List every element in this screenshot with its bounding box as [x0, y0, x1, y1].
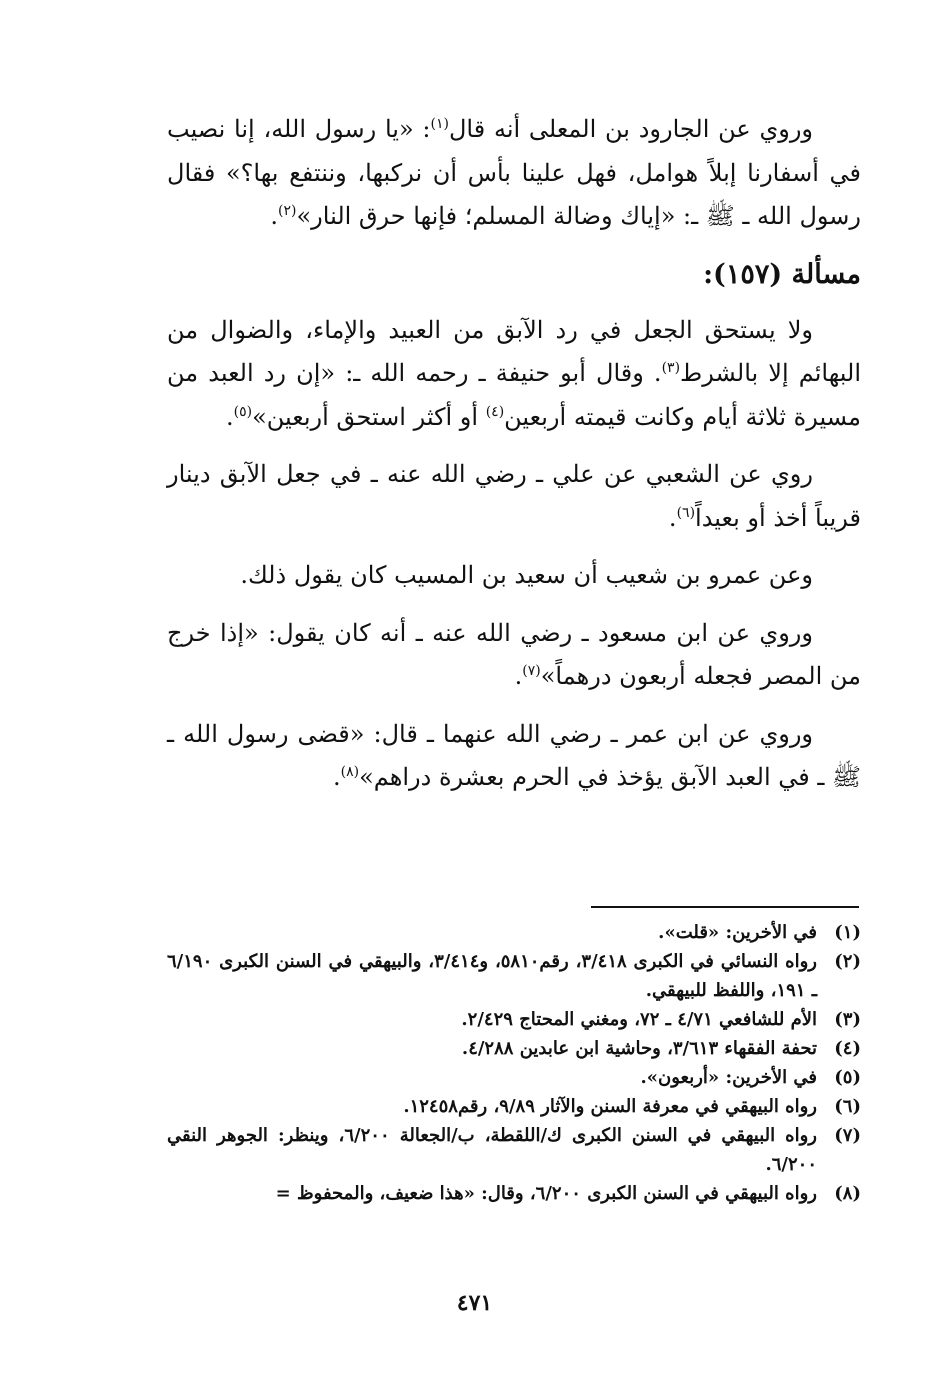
- footnote-text: تحفة الفقهاء ٣/٦١٣، وحاشية ابن عابدين ٤/٢٨٨.: [461, 1038, 817, 1059]
- footnote-8: [167, 1179, 861, 1208]
- footnote-4: [167, 1034, 861, 1063]
- footnote-text: في الأخرين: «أربعون».: [640, 1067, 817, 1088]
- footnote-text: رواه النسائي في الكبرى ٣/٤١٨، رقم٥٨١٠، و٣/٤١٤، والبيهقي في السنن الكبرى ٦/١٩٠ ـ ١٩١، واللفظ للبيهقي.: [167, 951, 817, 1001]
- footnote-text: رواه البيهقي في السنن الكبرى ٦/٢٠٠، وقال: «هذا ضعيف، والمحفوظ =: [275, 1183, 817, 1204]
- footnote-7: [167, 1121, 861, 1179]
- footnote-2: [167, 947, 861, 1005]
- footnote-number: (٨): [834, 1183, 861, 1204]
- footnote-number: (٣): [834, 1009, 861, 1030]
- footnote-number: (٥): [834, 1067, 861, 1088]
- footnote-text: رواه البيهقي في السنن الكبرى ك/اللقطة، ب/الجعالة ٦/٢٠٠، وينظر: الجوهر النقي ٦/٢٠٠.: [167, 1125, 818, 1175]
- footnote-ref-3[interactable]: (٣): [661, 360, 681, 376]
- main-text: [167, 108, 861, 800]
- footnote-ref-8[interactable]: (٨): [340, 764, 360, 780]
- paragraph-ibn-umar: وروي عن ابن عمر ـ رضي الله عنهما ـ قال: «قضى رسول الله ـ ﷺ ـ في العبد الآبق يؤخذ في الحرم بعشرة دراهم»$^{(٨)}$.: [167, 719, 861, 791]
- footnotes-section: [167, 918, 861, 1208]
- footnote-text: الأم للشافعي ٤/٧١ ـ ٧٢، ومغني المحتاج ٢/٤٢٩.: [461, 1009, 817, 1030]
- footnote-text: في الأخرين: «قلت».: [658, 922, 817, 943]
- paragraph-jarud-hadith: وروي عن الجارود بن المعلى أنه قال$^{(١)}$: «يا رسول الله، إنا نصيب في أسفارنا إبلاً هوامل، فهل علينا بأس أن نركبها، وننتفع بها؟» فقال رسول الله ـ ﷺ ـ: «إياك وضالة المسلم؛ فإنها حرق النار»$^{(٢)}$.: [167, 115, 861, 230]
- paragraph-amr-shuayb: وعن عمرو بن شعيب أن سعيد بن المسيب كان يقول ذلك.: [240, 561, 813, 589]
- footnote-3: [167, 1005, 861, 1034]
- footnote-ref-2[interactable]: (٢): [278, 203, 297, 219]
- paragraph-jual-abiq: ولا يستحق الجعل في رد الآبق من العبيد والإماء، والضوال من البهائم إلا بالشرط$^{(٣)}$. وقال أبو حنيفة ـ رحمه الله ـ: «إن رد العبد من مسيرة ثلاثة أيام وكانت قيمته أربعين$^{(٤)}$ أو أكثر استحق أربعين»$^{(٥)}$.: [167, 315, 861, 431]
- footnote-number: (٢): [834, 951, 861, 972]
- paragraph-ibn-masud: وروي عن ابن مسعود ـ رضي الله عنه ـ أنه كان يقول: «إذا خرج من المصر فجعله أربعون درهماً»$^{(٧)}$.: [167, 618, 861, 690]
- page-number: ٤٧١: [456, 1290, 493, 1316]
- footnote-ref-5[interactable]: (٥): [233, 403, 253, 420]
- footnote-5: [167, 1063, 861, 1092]
- footnote-number: (٧): [834, 1125, 861, 1146]
- footnote-number: (٤): [834, 1038, 861, 1059]
- section-heading: مسألة (١٥٧):: [703, 258, 861, 290]
- footnote-ref-4[interactable]: (٤): [485, 403, 505, 420]
- footnote-text: رواه البيهقي في معرفة السنن والآثار ٩/٨٩، رقم١٢٤٥٨.: [403, 1096, 817, 1117]
- footnote-ref-1[interactable]: (١): [430, 116, 449, 132]
- footnote-ref-7[interactable]: (٧): [522, 663, 541, 679]
- footnote-ref-6[interactable]: (٦): [676, 504, 696, 521]
- footnote-1: [167, 918, 861, 947]
- footnote-number: (٦): [834, 1096, 861, 1117]
- footnote-number: (١): [834, 922, 861, 943]
- footnote-6: [167, 1092, 861, 1121]
- paragraph-shabi-ali: روي عن الشعبي عن علي ـ رضي الله عنه ـ في جعل الآبق دينار قريباً أخذ أو بعيداً$^{(٦)}$.: [167, 460, 861, 532]
- footnote-divider: [591, 906, 859, 908]
